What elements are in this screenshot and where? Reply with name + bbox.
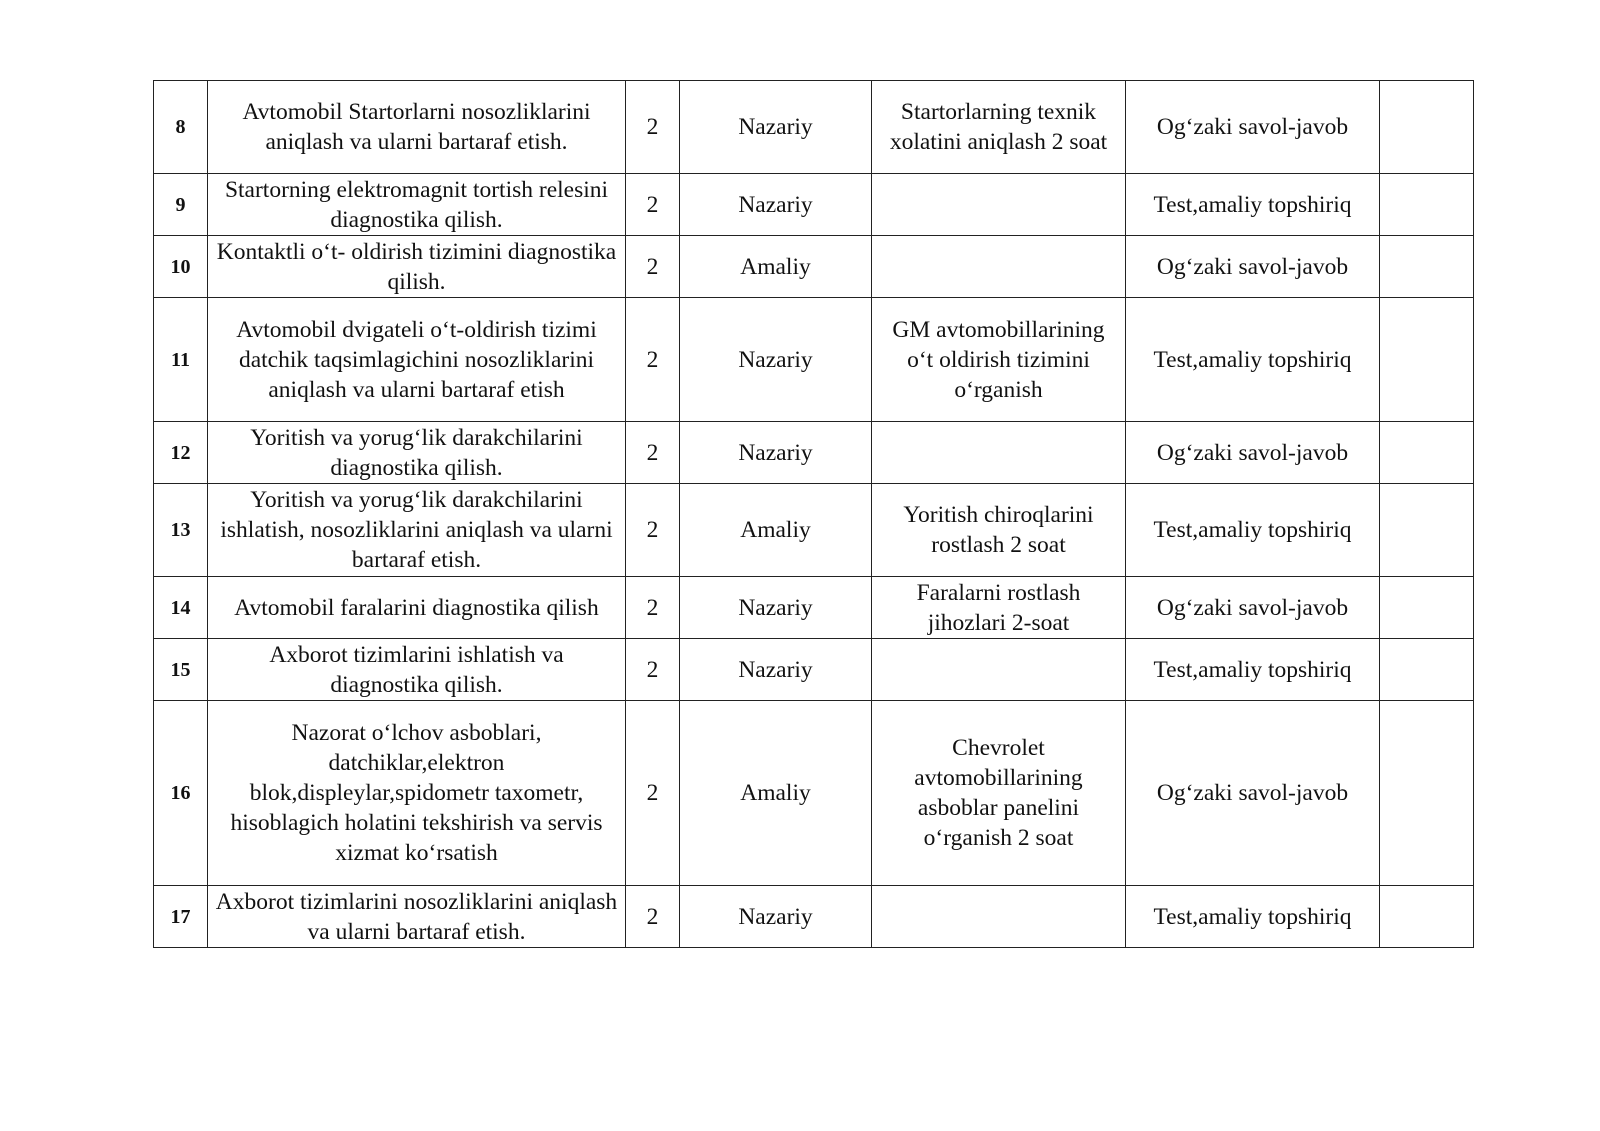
topic-cell: [208, 81, 626, 174]
table-row: [154, 886, 1474, 948]
lesson-type-cell: [680, 639, 872, 701]
notes-cell: [1380, 701, 1474, 886]
table-row: [154, 174, 1474, 236]
lesson-type-cell: [680, 298, 872, 422]
row-number-text: 8: [175, 116, 186, 138]
lesson-type-cell: [680, 484, 872, 577]
row-number: [154, 484, 208, 577]
notes-cell: [1380, 886, 1474, 948]
lesson-type-cell-text: Nazariy: [738, 114, 813, 140]
hours-cell: [626, 174, 680, 236]
practice-cell: [872, 701, 1126, 886]
practice-cell: [872, 298, 1126, 422]
topic-cell-text: Yoritish va yorug‘lik darakchilarini ishlatish, nosozliklarini aniqlash va ularni bartaraf etish.: [220, 487, 613, 573]
practice-cell-text: GM avtomobillarining o‘t oldirish tizimini o‘rganish: [892, 316, 1105, 403]
assessment-cell-text: Og‘zaki savol-javob: [1156, 594, 1349, 621]
lesson-type-cell-text: Nazariy: [738, 594, 813, 621]
hours-cell-text: 2: [646, 656, 659, 683]
hours-cell-text: 2: [646, 191, 659, 218]
hours-cell: [626, 701, 680, 886]
row-number-text: 14: [170, 596, 191, 619]
row-number: [154, 298, 208, 422]
row-number: [154, 577, 208, 639]
lesson-type-cell-text: Nazariy: [738, 346, 813, 373]
lesson-type-cell: [680, 236, 872, 298]
table-row: [154, 422, 1474, 484]
row-number-text: 13: [170, 519, 191, 541]
topic-cell-text: Startorning elektromagnit tortish relesini diagnostika qilish.: [224, 176, 609, 233]
lesson-type-cell-text: Amaliy: [740, 780, 811, 806]
practice-cell-text: Faralarni rostlash jihozlari 2-soat: [916, 579, 1081, 636]
hours-cell-text: 2: [646, 780, 659, 806]
assessment-cell: [1126, 701, 1380, 886]
topic-cell: [208, 577, 626, 639]
assessment-cell-text: Og‘zaki savol-javob: [1156, 253, 1349, 280]
lesson-type-cell: [680, 701, 872, 886]
practice-cell-text: Startorlarning texnik xolatini aniqlash 2 soat: [889, 99, 1108, 155]
notes-cell: [1380, 298, 1474, 422]
row-number: [154, 81, 208, 174]
assessment-cell-text: Test,amaliy topshiriq: [1153, 903, 1352, 930]
notes-cell: [1380, 422, 1474, 484]
assessment-cell: [1126, 886, 1380, 948]
hours-cell: [626, 422, 680, 484]
topic-cell: [208, 639, 626, 701]
row-number: [154, 701, 208, 886]
assessment-cell: [1126, 236, 1380, 298]
notes-cell: [1380, 81, 1474, 174]
row-number: [154, 422, 208, 484]
table-body: [154, 81, 1474, 948]
assessment-cell-text: Test,amaliy topshiriq: [1153, 346, 1352, 373]
table-row: [154, 639, 1474, 701]
practice-cell: [872, 886, 1126, 948]
table-row: [154, 701, 1474, 886]
row-number-text: 9: [175, 193, 186, 216]
practice-cell-text: Yoritish chiroqlarini rostlash 2 soat: [903, 502, 1094, 558]
topic-cell: [208, 701, 626, 886]
assessment-cell: [1126, 298, 1380, 422]
lesson-type-cell-text: Nazariy: [738, 439, 813, 466]
topic-cell: [208, 174, 626, 236]
topic-cell-text: Nazorat o‘lchov asboblari, datchiklar,elektron blok,displeylar,spidometr taxometr, hisoblagich holatini tekshirish va servis xizmat ko‘rsatish: [230, 720, 603, 866]
practice-cell: [872, 639, 1126, 701]
topic-cell: [208, 886, 626, 948]
practice-cell-text: Chevrolet avtomobillarining asboblar panelini o‘rganish 2 soat: [914, 735, 1083, 851]
assessment-cell-text: Og‘zaki savol-javob: [1156, 114, 1349, 140]
hours-cell: [626, 577, 680, 639]
table-row: [154, 298, 1474, 422]
assessment-cell-text: Test,amaliy topshiriq: [1153, 517, 1352, 543]
row-number-text: 17: [170, 905, 191, 928]
assessment-cell: [1126, 639, 1380, 701]
topic-cell-text: Kontaktli o‘t- oldirish tizimini diagnostika qilish.: [216, 238, 617, 295]
row-number-text: 11: [171, 348, 190, 371]
row-number-text: 15: [170, 658, 191, 681]
practice-cell: [872, 577, 1126, 639]
assessment-cell-text: Test,amaliy topshiriq: [1153, 191, 1352, 218]
lesson-type-cell: [680, 174, 872, 236]
row-number: [154, 886, 208, 948]
lesson-type-cell: [680, 422, 872, 484]
hours-cell-text: 2: [646, 594, 659, 621]
topic-cell-text: Yoritish va yorug‘lik darakchilarini diagnostika qilish.: [250, 424, 583, 481]
table-row: [154, 577, 1474, 639]
lesson-type-cell-text: Nazariy: [738, 903, 813, 930]
assessment-cell-text: Og‘zaki savol-javob: [1156, 439, 1349, 466]
row-number: [154, 174, 208, 236]
row-number: [154, 236, 208, 298]
table-row: [154, 236, 1474, 298]
notes-cell: [1380, 639, 1474, 701]
hours-cell: [626, 298, 680, 422]
lesson-type-cell: [680, 577, 872, 639]
assessment-cell-text: Test,amaliy topshiriq: [1153, 656, 1352, 683]
notes-cell: [1380, 174, 1474, 236]
topic-cell-text: Avtomobil Startorlarni nosozliklarini aniqlash va ularni bartaraf etish.: [242, 99, 591, 155]
notes-cell: [1380, 236, 1474, 298]
assessment-cell: [1126, 81, 1380, 174]
hours-cell-text: 2: [646, 114, 659, 140]
assessment-cell: [1126, 484, 1380, 577]
assessment-cell: [1126, 422, 1380, 484]
hours-cell-text: 2: [646, 517, 659, 543]
topic-cell-text: Axborot tizimlarini ishlatish va diagnostika qilish.: [269, 641, 564, 698]
topic-cell: [208, 236, 626, 298]
hours-cell-text: 2: [646, 253, 659, 280]
topic-cell-text: Axborot tizimlarini nosozliklarini aniqlash va ularni bartaraf etish.: [215, 888, 618, 945]
table-row: [154, 81, 1474, 174]
topic-cell: [208, 484, 626, 577]
lesson-type-cell-text: Nazariy: [738, 191, 813, 218]
practice-cell: [872, 236, 1126, 298]
topic-cell-text: Avtomobil dvigateli o‘t-oldirish tizimi datchik taqsimlagichini nosozliklarini aniqlash va ularni bartaraf etish: [236, 316, 597, 403]
assessment-cell-text: Og‘zaki savol-javob: [1156, 780, 1349, 806]
row-number: [154, 639, 208, 701]
hours-cell-text: 2: [646, 903, 659, 930]
hours-cell: [626, 886, 680, 948]
hours-cell: [626, 81, 680, 174]
hours-cell-text: 2: [646, 346, 659, 373]
hours-cell: [626, 484, 680, 577]
topic-cell-text: Avtomobil faralarini diagnostika qilish: [234, 594, 599, 621]
lesson-type-cell-text: Nazariy: [738, 656, 813, 683]
practice-cell: [872, 484, 1126, 577]
curriculum-table: [153, 80, 1474, 948]
hours-cell: [626, 236, 680, 298]
lesson-type-cell-text: Amaliy: [740, 253, 811, 280]
assessment-cell: [1126, 174, 1380, 236]
topic-cell: [208, 422, 626, 484]
practice-cell: [872, 174, 1126, 236]
topic-cell: [208, 298, 626, 422]
row-number-text: 10: [170, 255, 191, 278]
notes-cell: [1380, 484, 1474, 577]
lesson-type-cell: [680, 886, 872, 948]
row-number-text: 16: [170, 782, 191, 804]
practice-cell: [872, 81, 1126, 174]
lesson-type-cell-text: Amaliy: [740, 517, 811, 543]
notes-cell: [1380, 577, 1474, 639]
row-number-text: 12: [170, 441, 191, 464]
assessment-cell: [1126, 577, 1380, 639]
table-row: [154, 484, 1474, 577]
practice-cell: [872, 422, 1126, 484]
hours-cell: [626, 639, 680, 701]
hours-cell-text: 2: [646, 439, 659, 466]
lesson-type-cell: [680, 81, 872, 174]
